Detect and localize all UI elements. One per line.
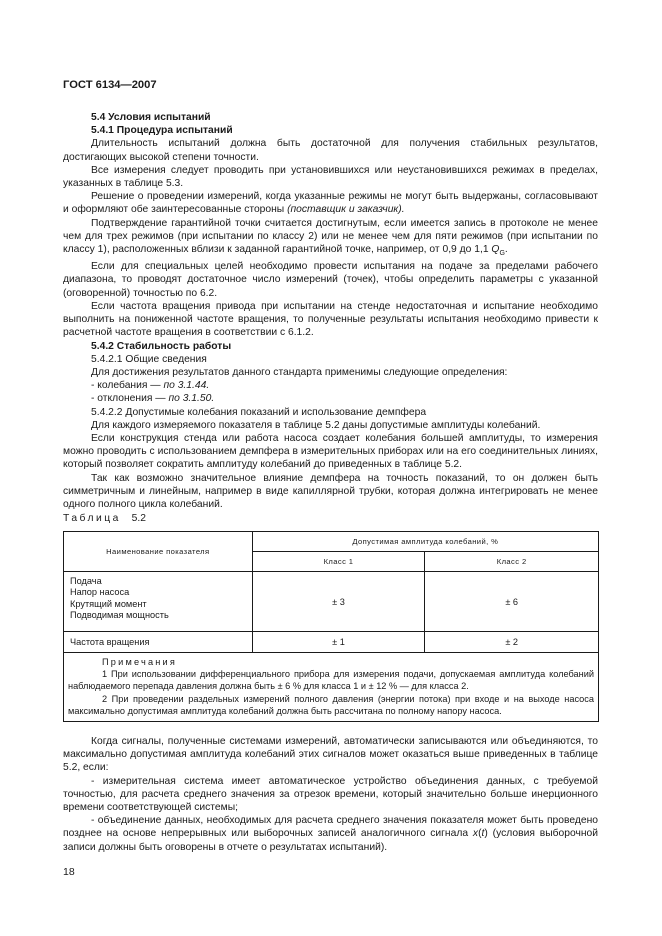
heading-5-4-2: 5.4.2 Стабильность работы xyxy=(91,340,232,352)
parameter-power: Подводимая мощность xyxy=(70,610,169,621)
definition-term: - отклонения — xyxy=(91,393,169,405)
paragraph-guarantee-point xyxy=(63,217,598,261)
notes-title: Примечания xyxy=(102,657,178,667)
decision-parties: (поставщик и заказчик). xyxy=(287,204,405,216)
parameter-speed: Частота вращения xyxy=(64,632,253,653)
parameter-list xyxy=(64,572,253,632)
flow-symbol: Q xyxy=(491,244,500,256)
section-5-4 xyxy=(63,111,598,511)
heading-5-4-1: 5.4.1 Процедура испытаний xyxy=(91,125,233,137)
document-header: ГОСТ 6134—2007 xyxy=(63,79,157,91)
paragraph-all-measurements: Все измерения следует проводить при установившихся или неустановившихся режимах в пределах, указанных в таблице 5.3. xyxy=(63,164,598,190)
definition-term: - колебания — xyxy=(91,380,164,392)
note-1: 1 При использовании дифференциального прибора для измерения подачи, допускаемая амплитуда колебаний наблюдаемого перепада давления должна быть ± 6 % для класса 1 и ± 12 % — для класса 2. xyxy=(68,669,594,692)
integration-text: - объединение данных, необходимых для расчета среднего значения показателя может быть проведено позднее на основе непрерывных или выборочных записей аналогичного сигнала xyxy=(63,815,598,840)
parameter-head: Напор насоса xyxy=(70,587,130,598)
paragraph-special-purposes: Если для специальных целей необходимо провести испытания на подаче за пределами рабочего диапазона, то проводят достаточное число измерений (точек), чтобы определить параметры с указанной (оговоренной) точностью по 6.2. xyxy=(63,261,598,299)
paragraph-data-integration: - объединение данных, необходимых для расчета среднего значения показателя может быть проведено позднее на основе непрерывных или выборочных записей аналогичного сигнала x(t) (условия выборочной записи должны быть оговорены в отчете о результатах испытаний). xyxy=(63,815,598,853)
time-symbol: t xyxy=(481,828,485,840)
header-class-1: Класс 1 xyxy=(252,552,425,572)
value-class-1: ± 1 xyxy=(252,632,425,653)
note-2: 2 При проведении раздельных измерений полного давления (энергии потока) при входе и на выходе насоса максимально допустимая амплитуда колебаний должна быть рассчитана по полному напору насоса. xyxy=(68,693,594,716)
value-class-1: ± 3 xyxy=(252,572,425,632)
paragraph-duration: Длительность испытаний должна быть достаточной для получения стабильных результатов, достигающих высокой степени точности. xyxy=(63,138,598,163)
heading-5-4: 5.4 Условия испытаний xyxy=(91,112,211,123)
paragraph-rotation-speed: Если частота вращения привода при испытании на стенде недостаточная и испытание необходимо выполнить на пониженной частоте вращения, то полученные результаты испытания необходимо привести к расчетной частоте вращения в соответствии с 6.1.2. xyxy=(63,300,598,339)
guarantee-end: . xyxy=(504,244,508,256)
definition-oscillations xyxy=(63,379,598,392)
paragraph-decision xyxy=(63,190,598,216)
flow-subscript: G xyxy=(499,250,505,258)
table-notes xyxy=(64,653,599,722)
paragraph-table-ref: Для каждого измеряемого показателя в таблице 5.2 даны допустимые амплитуды колебаний. xyxy=(91,419,541,431)
header-allowed-amplitude: Допустимая амплитуда колебаний, % xyxy=(252,532,598,552)
after-table-text xyxy=(63,735,598,854)
paragraph-damper-influence: Так как возможно значительное влияние демпфера на точность показаний, то он должен быть симметричным и линейным, например в виде капиллярной трубки, которая должна интегрировать не менее одного полного цикла колебаний. xyxy=(63,472,598,510)
guarantee-text: Подтверждение гарантийной точки считается достигнутым, если имеется запись в протоколе не менее чем для трех режимов (при испытании по классу 2) или не менее чем для пяти режимов (при испытании по классу 1), расположенных вблизи к заданной гарантийной точке, например, от 0,9 до 1,1 xyxy=(63,217,598,256)
parameter-torque: Крутящий момент xyxy=(70,598,147,609)
page-number: 18 xyxy=(63,866,75,878)
header-parameter-name: Наименование показателя xyxy=(64,532,253,572)
integration-end: (условия выборочной записи должны быть оговорены в отчете о результатах испытаний). xyxy=(63,828,598,853)
table-caption xyxy=(63,513,146,524)
signal-symbol: x xyxy=(472,828,479,840)
table-notes-row xyxy=(64,653,599,722)
table-caption-word: Таблица xyxy=(63,513,121,524)
definition-ref: по 3.1.44. xyxy=(163,380,210,392)
paragraph-measuring-system: - измерительная система имеет автоматическое устройство объединения данных, с требуемой точностью, для расчета среднего значения за отрезок времени, который значительно больше инерционного времени соответствующей системы; xyxy=(63,775,598,814)
definition-deviations xyxy=(63,392,598,405)
table-row xyxy=(64,572,599,632)
header-class-2: Класс 2 xyxy=(425,552,599,572)
table-row xyxy=(64,632,599,653)
subheading-5-4-2-1: 5.4.2.1 Общие сведения xyxy=(91,353,207,365)
table-5-2 xyxy=(63,531,599,722)
subheading-5-4-2-2: 5.4.2.2 Допустимые колебания показаний и использование демпфера xyxy=(91,406,427,418)
value-class-2: ± 6 xyxy=(425,572,599,632)
decision-text: Решение о проведении измерений, когда указанные режимы не могут быть выдержаны, согласовывают и оформляют обе заинтересованные стороны xyxy=(63,191,598,216)
table-caption-number: 5.2 xyxy=(131,513,146,524)
paragraph-signals: Когда сигналы, полученные системами измерений, автоматически записываются или объединяются, то максимально допустимая амплитуда колебаний этих сигналов может оказаться выше приведенных в таблице 5.2, если: xyxy=(63,736,598,774)
paragraph-damper-use: Если конструкция стенда или работа насоса создает колебания большей амплитуды, то измерения можно проводить с использованием демпфера в измерительных приборах или на его соединительных линиях, который позволяет сократить амплитуду колебаний до приведенных в таблице 5.2. xyxy=(63,432,598,471)
definitions-intro: Для достижения результатов данного стандарта применимы следующие определения: xyxy=(91,366,508,378)
definition-ref: по 3.1.50. xyxy=(168,393,215,405)
value-class-2: ± 2 xyxy=(425,632,599,653)
parameter-flow: Подача xyxy=(70,576,102,586)
